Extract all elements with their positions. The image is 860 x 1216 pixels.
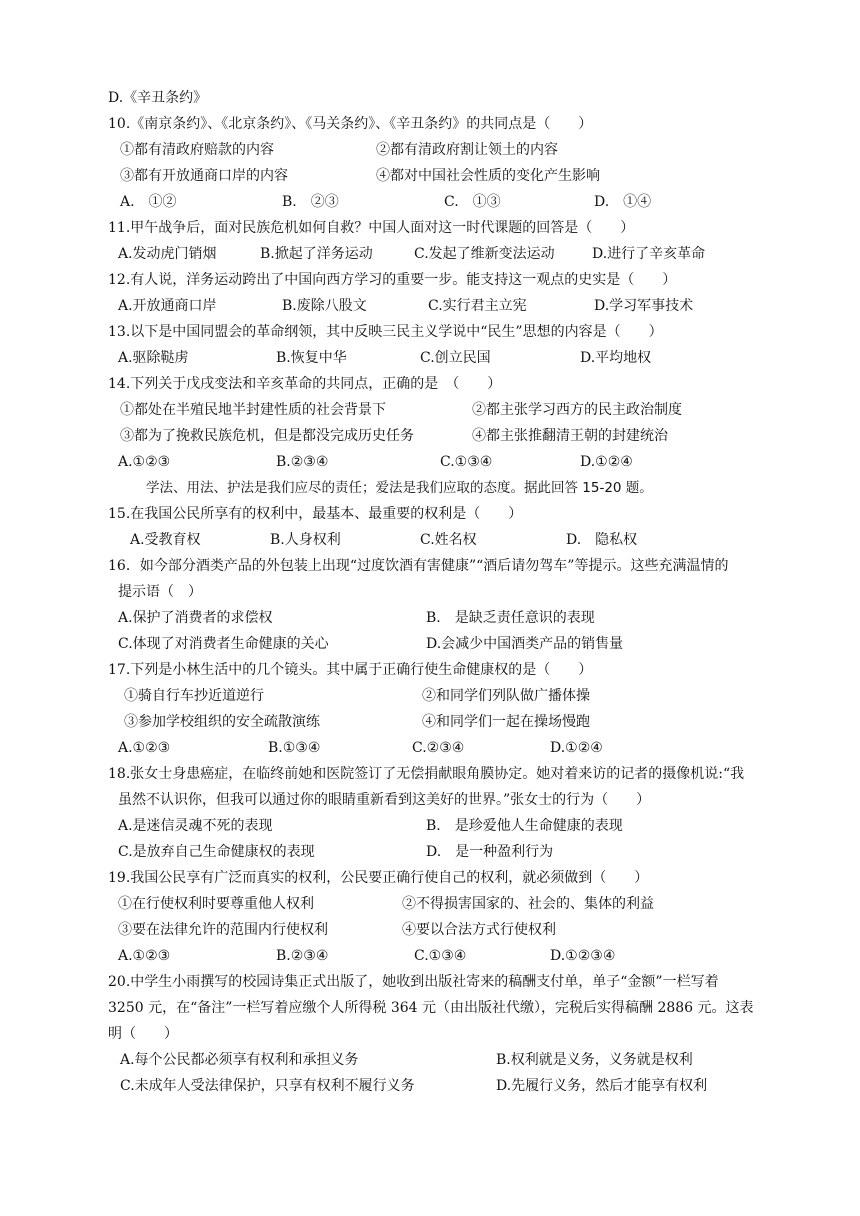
q18-stem-line-1: 18.张女士身患癌症，在临终前她和医院签订了无偿捐献眼角膜协定。她对着来访的记者的摄像机说:“我: [108, 766, 745, 782]
q19-option-b: B.②③④: [276, 948, 329, 964]
q19-option-c: C.①③④: [414, 948, 467, 964]
q19-statement-2: ②不得损害国家的、社会的、集体的利益: [402, 896, 654, 912]
q14-statement-2: ②都主张学习西方的民主政治制度: [472, 402, 682, 418]
q17-option-c: C.②③④: [412, 740, 465, 756]
q10-stem: 10.《南京条约》、《北京条约》、《马关条约》、《辛丑条约》的共同点是（ ）: [108, 116, 593, 132]
q10-option-d: D. ①④: [594, 194, 652, 210]
q14-statement-3: ③都为了挽救民族危机，但是都没完成历史任务: [120, 428, 414, 444]
q20-stem-line-1: 20.中学生小雨撰写的校园诗集正式出版了，她收到出版社寄来的稿酬支付单，单子“金额”一栏写着: [108, 974, 719, 990]
q19-statement-1: ①在行使权利时要尊重他人权利: [118, 896, 314, 912]
q14-option-a: A.①②③: [118, 454, 171, 470]
q17-statement-2: ②和同学们列队做广播体操: [422, 688, 590, 704]
q11-option-d: D.进行了辛亥革命: [592, 246, 706, 262]
q18-option-b: B. 是珍爱他人生命健康的表现: [426, 818, 623, 834]
q10-option-c: C. ①③: [444, 194, 501, 210]
q13-stem: 13.以下是中国同盟会的革命纲领，其中反映三民主义学说中“民生”思想的内容是（ ）: [108, 324, 663, 340]
q20-stem-line-3: 明（ ）: [108, 1026, 178, 1042]
q17-statement-4: ④和同学们一起在操场慢跑: [422, 714, 590, 730]
q13-option-b: B.恢复中华: [276, 350, 347, 366]
q16-stem-line-1: 16．如今部分酒类产品的外包装上出现“过度饮酒有害健康”“酒后请勿驾车”等提示。这些充满温情的: [108, 558, 729, 574]
q17-statement-1: ①骑自行车抄近道逆行: [124, 688, 264, 704]
q20-option-a: A.每个公民都必须享有权利和承担义务: [120, 1052, 359, 1068]
q18-option-a: A.是迷信灵魂不死的表现: [118, 818, 273, 834]
q16-option-c: C.体现了对消费者生命健康的关心: [118, 636, 329, 652]
q16-option-a: A.保护了消费者的求偿权: [118, 610, 273, 626]
q14-statement-1: ①都处在半殖民地半封建性质的社会背景下: [120, 402, 386, 418]
q19-option-d: D.①②③④: [550, 948, 616, 964]
q14-option-c: C.①③④: [440, 454, 493, 470]
q19-statement-4: ④要以合法方式行使权利: [402, 922, 556, 938]
q11-option-c: C.发起了维新变法运动: [414, 246, 555, 262]
q15-stem: 15.在我国公民所享有的权利中，最基本、最重要的权利是（ ）: [108, 506, 523, 522]
q12-option-a: A.开放通商口岸: [118, 298, 217, 314]
q12-option-d: D.学习军事技术: [594, 298, 694, 314]
q17-stem: 17.下列是小林生活中的几个镜头。其中属于正确行使生命健康权的是（ ）: [108, 662, 593, 678]
section-intro: 学法、用法、护法是我们应尽的责任；爱法是我们应取的态度。据此回答 15-20 题。: [146, 480, 653, 496]
q10-statement-2: ②都有清政府割让领土的内容: [376, 142, 558, 158]
q10-statement-3: ③都有开放通商口岸的内容: [120, 168, 288, 184]
q19-statement-3: ③要在法律允许的范围内行使权利: [118, 922, 328, 938]
q20-option-d: D.先履行义务，然后才能享有权利: [496, 1078, 708, 1094]
q15-option-c: C.姓名权: [420, 532, 477, 548]
q13-option-a: A.驱除鞑虏: [118, 350, 189, 366]
q11-option-b: B.掀起了洋务运动: [260, 246, 373, 262]
q10-statement-1: ①都有清政府赔款的内容: [120, 142, 274, 158]
q19-stem: 19.我国公民享有广泛而真实的权利，公民要正确行使自己的权利，就必须做到（ ）: [108, 870, 649, 886]
q15-option-b: B.人身权利: [270, 532, 341, 548]
q16-option-b: B. 是缺乏责任意识的表现: [426, 610, 595, 626]
q20-option-b: B.权利就是义务，义务就是权利: [496, 1052, 693, 1068]
q11-option-a: A.发动虎门销烟: [118, 246, 217, 262]
q14-option-d: D.①②④: [580, 454, 633, 470]
q15-option-a: A.受教育权: [130, 532, 201, 548]
q10-statement-4: ④都对中国社会性质的变化产生影响: [376, 168, 600, 184]
q12-stem: 12.有人说，洋务运动跨出了中国向西方学习的重要一步。能支持这一观点的史实是（ ）: [108, 272, 677, 288]
q17-option-d: D.①②④: [550, 740, 603, 756]
q18-option-c: C.是放弃自己生命健康权的表现: [118, 844, 315, 860]
q18-stem-line-2: 虽然不认识你，但我可以通过你的眼睛重新看到这美好的世界。”张女士的行为（ ）: [118, 792, 651, 808]
q16-stem-line-2: 提示语（ ）: [118, 584, 202, 600]
q18-option-d: D. 是一种盈利行为: [426, 844, 554, 860]
q19-option-a: A.①②③: [118, 948, 171, 964]
q14-option-b: B.②③④: [276, 454, 329, 470]
q16-option-d: D.会减少中国酒类产品的销售量: [426, 636, 624, 652]
q9-option-d: D.《辛丑条约》: [108, 90, 208, 106]
q17-option-b: B.①③④: [268, 740, 321, 756]
q17-option-a: A.①②③: [118, 740, 171, 756]
q10-option-a: A. ①②: [120, 194, 177, 210]
q10-option-b: B. ②③: [282, 194, 339, 210]
q12-option-b: B.废除八股文: [282, 298, 367, 314]
q11-stem: 11.甲午战争后，面对民族危机如何自救？中国人面对这一时代课题的回答是（ ）: [108, 220, 635, 236]
q15-option-d: D. 隐私权: [566, 532, 638, 548]
q13-option-d: D.平均地权: [580, 350, 652, 366]
q17-statement-3: ③参加学校组织的安全疏散演练: [124, 714, 320, 730]
q12-option-c: C.实行君主立宪: [428, 298, 527, 314]
q20-option-c: C.未成年人受法律保护，只享有权利不履行义务: [120, 1078, 415, 1094]
q14-stem: 14.下列关于戊戌变法和辛亥革命的共同点，正确的是 （ ）: [108, 376, 502, 392]
q20-stem-line-2: 3250 元，在“备注”一栏写着应缴个人所得税 364 元（由出版社代缴），完税后实得稿酬 2886 元。这表: [108, 1000, 754, 1016]
q14-statement-4: ④都主张推翻清王朝的封建统治: [472, 428, 668, 444]
q13-option-c: C.创立民国: [420, 350, 491, 366]
